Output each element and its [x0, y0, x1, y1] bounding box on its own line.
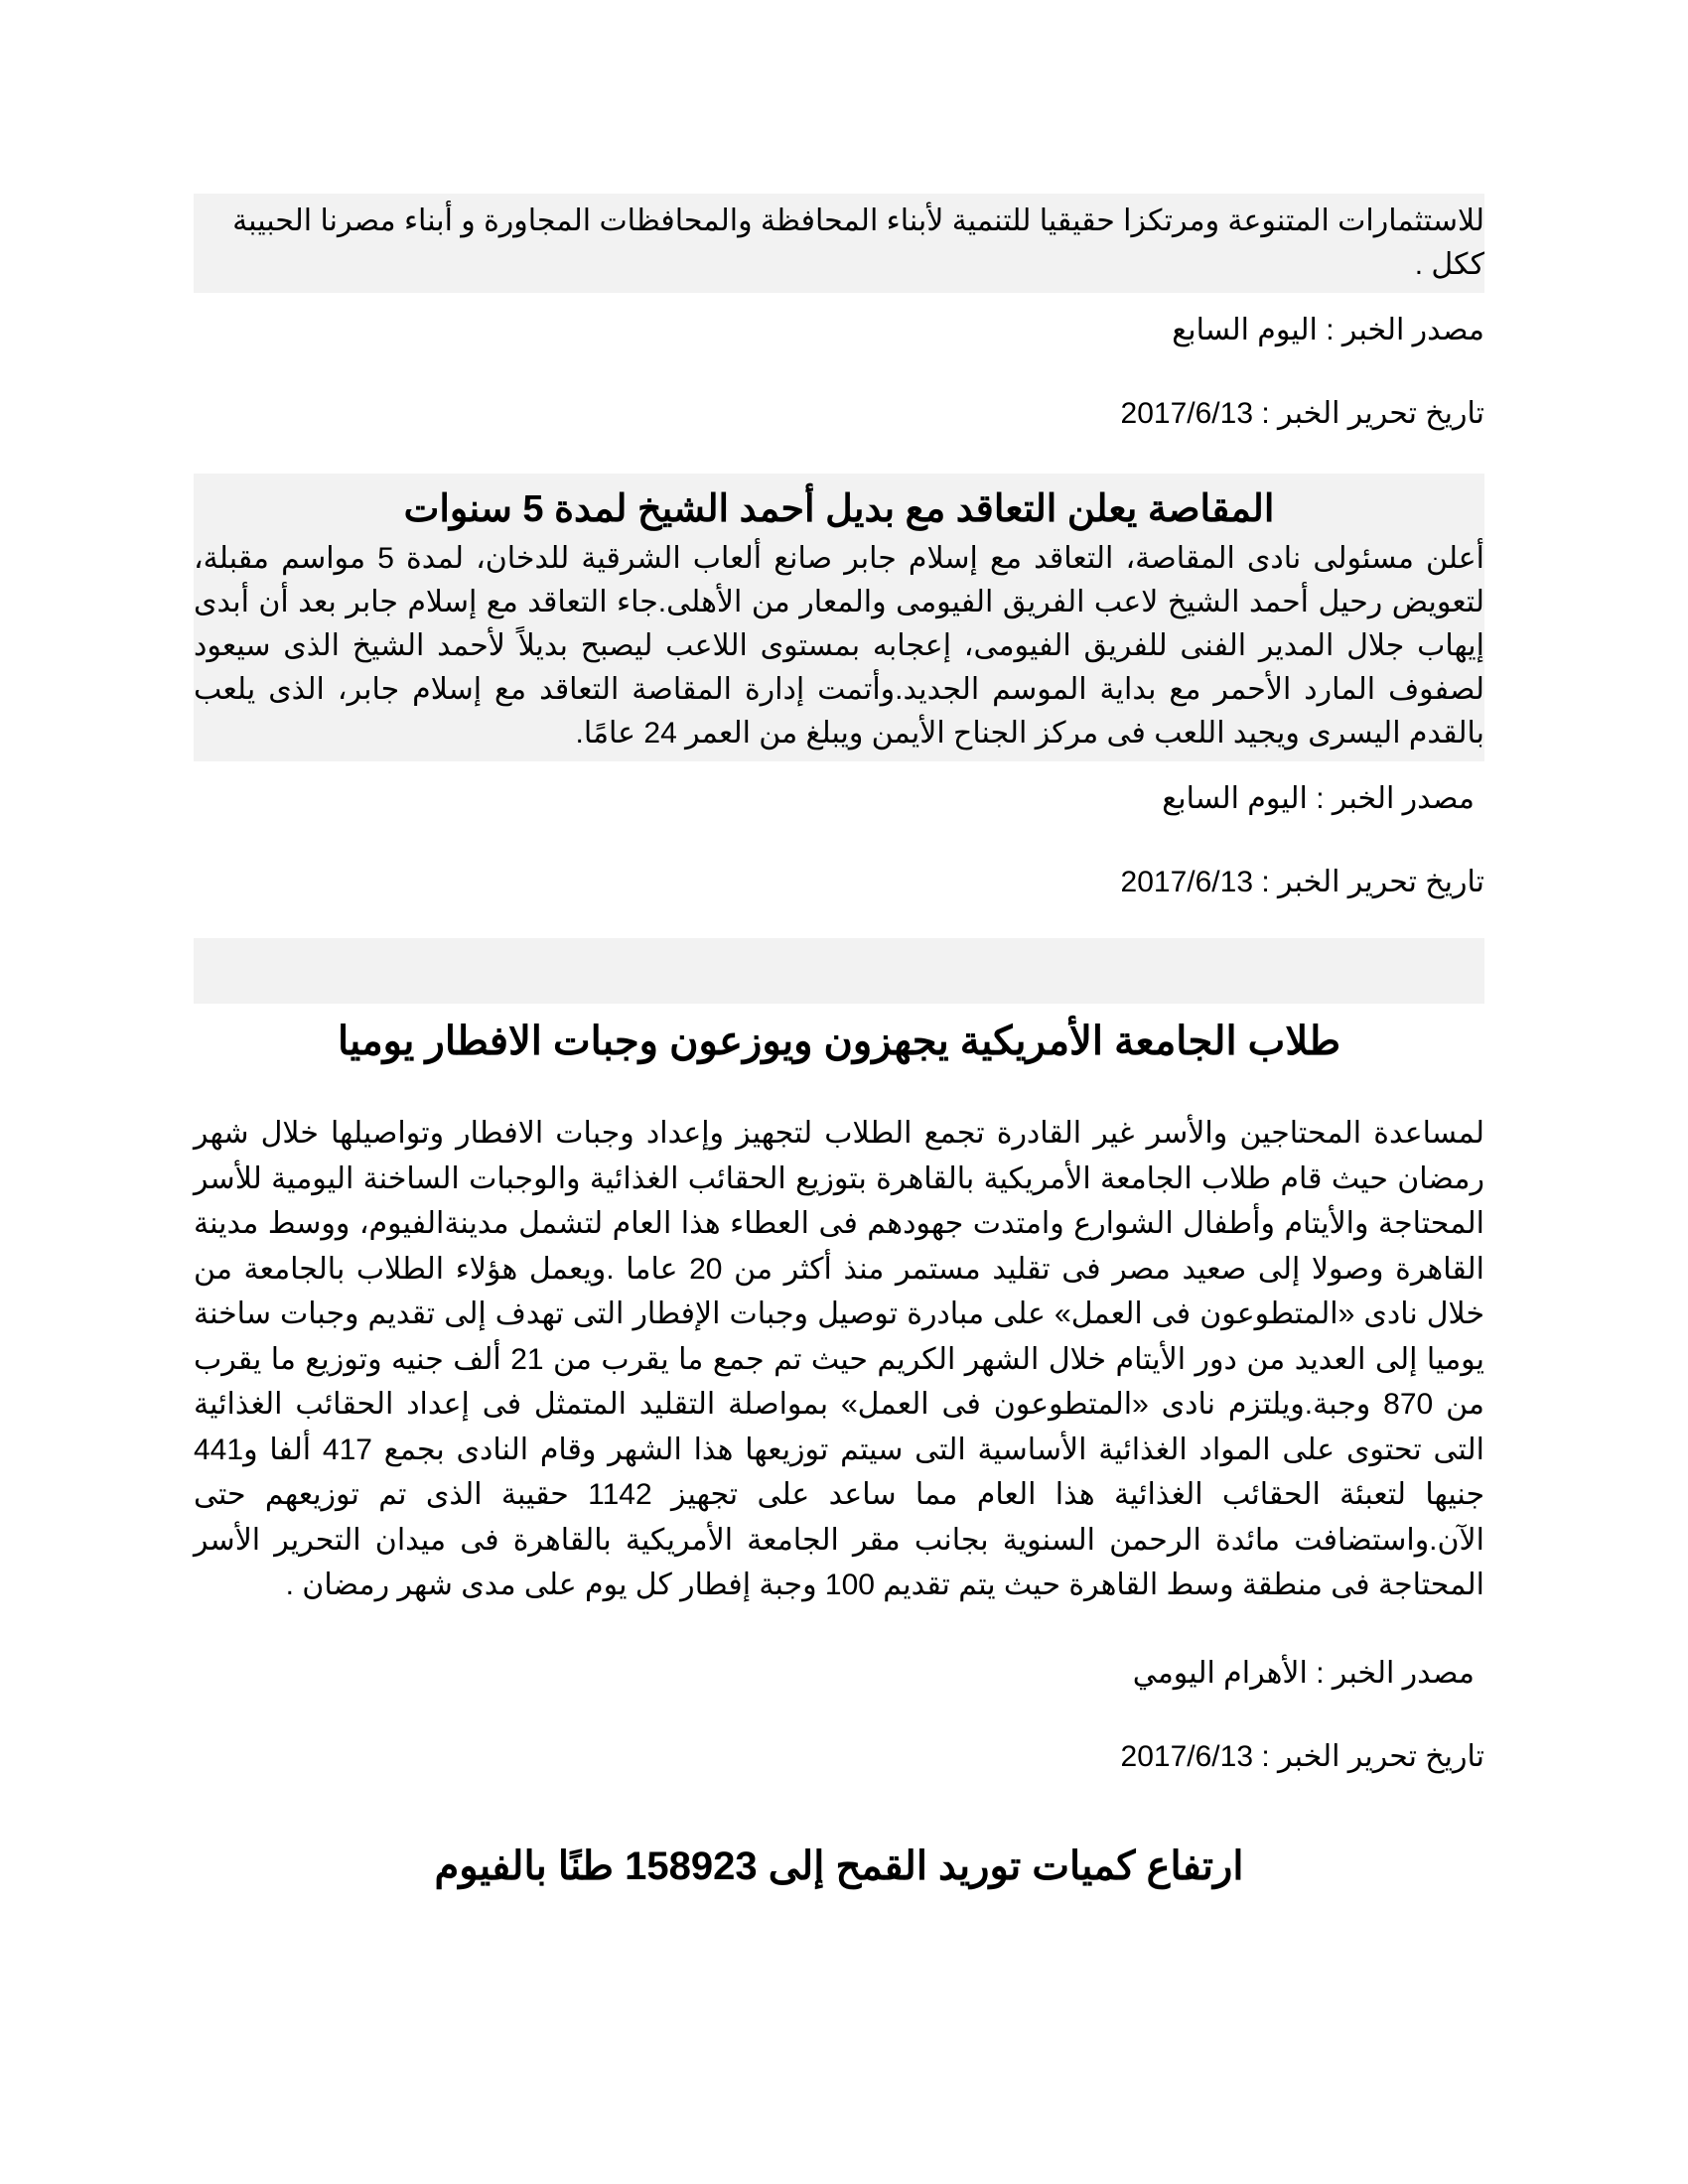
article-title: المقاصة يعلن التعاقد مع بديل أحمد الشيخ لمدة 5 سنوات [403, 488, 1275, 530]
article-date [194, 863, 1484, 902]
intro-date-value: 2017/6/13 [1120, 397, 1254, 430]
article-date [194, 1737, 1484, 1777]
article-date-value: 2017/6/13 [1120, 866, 1254, 898]
article-body: أعلن مسئولى نادى المقاصة، التعاقد مع إسلام جابر صانع ألعاب الشرقية للدخان، لمدة 5 مواسم مقبلة، لتعويض رحيل أحمد الشيخ لاعب الفريق الفيومى والمعار من الأهلى.جاء التعاقد مع إسلام جابر بعد أن أبدى إيهاب جلال المدير الفنى للفريق الفيومى، إعجابه بمستوى اللاعب ليصبح بديلاً لأحمد الشيخ الذى سيعود لصفوف المارد الأحمر مع بداية الموسم الجديد.وأتمت إدارة المقاصة التعاقد مع إسلام جابر، الذى يلعب بالقدم اليسرى ويجيد اللعب فى مركز الجناح الأيمن ويبلغ من العمر 24 عامًا. [194, 542, 1485, 750]
article-source: مصدر الخبر : الأهرام اليومي [1132, 1656, 1475, 1690]
shaded-separator [194, 938, 1484, 1004]
article-date-label: تاريخ تحرير الخبر : [1253, 866, 1484, 898]
intro-date-label: تاريخ تحرير الخبر : [1253, 397, 1484, 430]
article-date-value: 2017/6/13 [1120, 1739, 1254, 1773]
document-page [194, 194, 1484, 1896]
article-body: لمساعدة المحتاجين والأسر غير القادرة تجمع الطلاب لتجهيز وإعداد وجبات الافطار وتواصيلها خلال شهر رمضان حيث قام طلاب الجامعة الأمريكية بالقاهرة بتوزيع الحقائب الغذائية والوجبات الساخنة اليومية للأسر المحتاجة والأيتام وأطفال الشوارع وامتدت جهودهم فى العطاء هذا العام لتشمل مدينةالفيوم، ووسط مدينة القاهرة وصولا إلى صعيد مصر فى تقليد مستمر منذ أكثر من 20 عاما .ويعمل هؤلاء الطلاب بالجامعة من خلال نادى «المتطوعون فى العمل» على مبادرة توصيل وجبات الإفطار التى تهدف إلى تقديم وجبات ساخنة يوميا إلى العديد من دور الأيتام خلال الشهر الكريم حيث تم جمع ما يقرب من 21 ألف جنيه وتوزيع ما يقرب من 870 وجبة.ويلتزم نادى «المتطوعون فى العمل» بمواصلة التقليد المتمثل فى إعداد الحقائب الغذائية التى تحتوى على المواد الغذائية الأساسية التى سيتم توزيعها هذا الشهر وقام النادى بجمع 417 ألفا و441 جنيها لتعبئة الحقائب الغذائية هذا العام مما ساعد على تجهيز 1142 حقيبة الذى تم توزيعهم حتى الآن.واستضافت مائدة الرحمن السنوية بجانب مقر الجامعة الأمريكية بالقاهرة فى ميدان التحرير الأسر المحتاجة فى منطقة وسط القاهرة حيث يتم تقديم 100 وجبة إفطار كل يوم على مدى شهر رمضان . [194, 1117, 1484, 1601]
article-maqasa [194, 474, 1484, 761]
article-title: طلاب الجامعة الأمريكية يجهزون ويوزعون وجبات الافطار يوميا [337, 1020, 1341, 1063]
article-source: مصدر الخبر : اليوم السابع [1162, 782, 1475, 815]
intro-date [194, 394, 1484, 434]
article-title: ارتفاع كميات توريد القمح إلى 158923 طنًا بالفيوم [434, 1843, 1244, 1888]
intro-source: مصدر الخبر : اليوم السابع [1172, 314, 1484, 346]
article-date-label: تاريخ تحرير الخبر : [1253, 1739, 1484, 1773]
intro-paragraph: للاستثمارات المتنوعة ومرتكزا حقيقيا للتنمية لأبناء المحافظة والمحافظات المجاورة و أبناء مصرنا الحبيبة ككل . [194, 194, 1484, 293]
